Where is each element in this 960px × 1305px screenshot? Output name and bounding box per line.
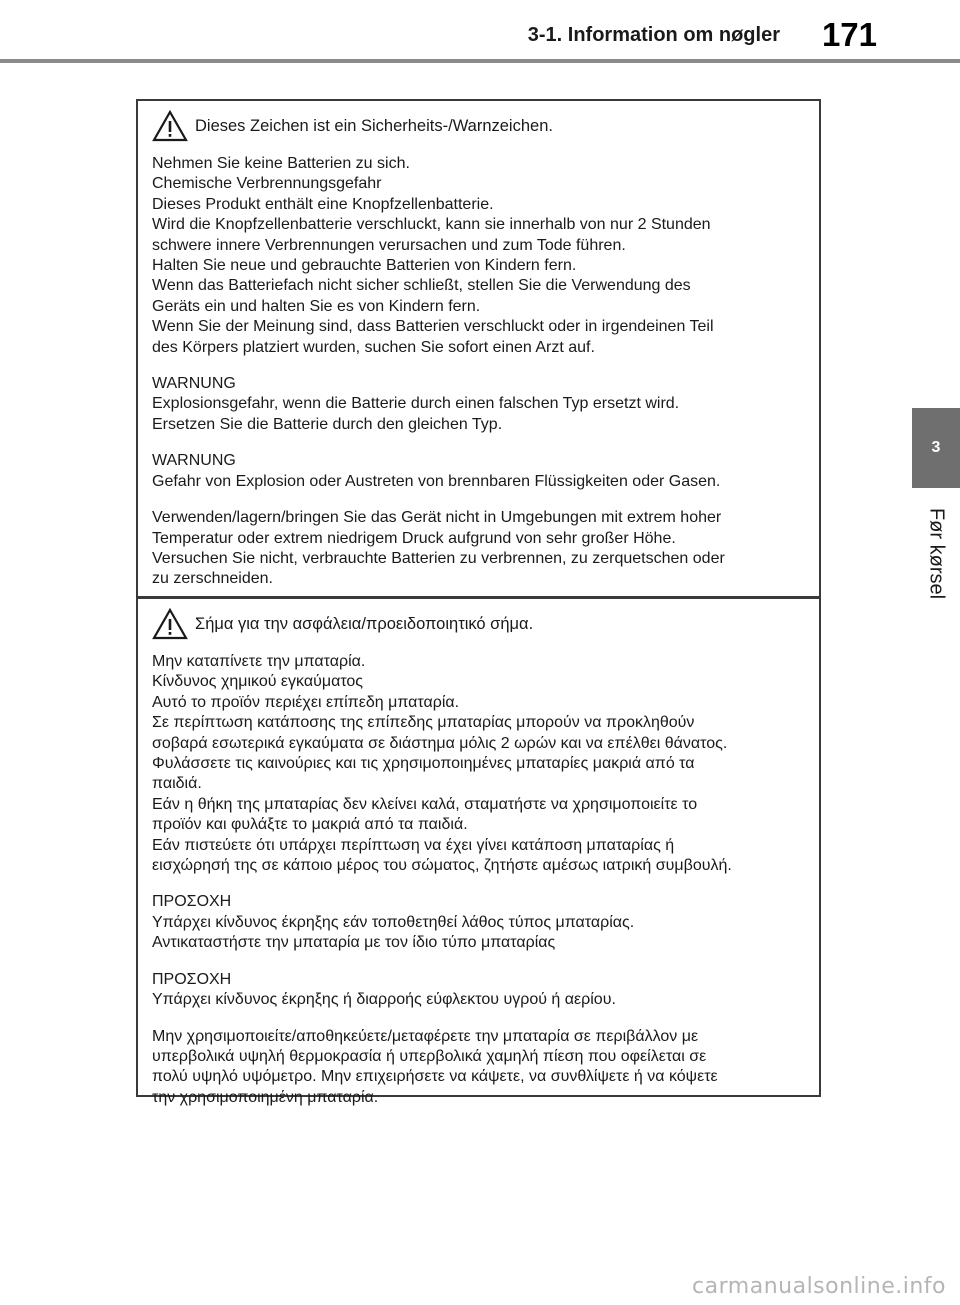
text-line: παιδιά. bbox=[152, 775, 202, 793]
paragraph-explosion-type bbox=[152, 374, 807, 435]
text-line: ΠΡΟΣΟΧΗ bbox=[152, 893, 232, 911]
text-line: ΠΡΟΣΟΧΗ bbox=[152, 970, 232, 988]
chapter-label-wrap bbox=[912, 496, 960, 616]
text-line: zu zerschneiden. bbox=[152, 570, 273, 588]
warning-box-greek bbox=[136, 597, 821, 1106]
text-line: Halten Sie neue und gebrauchte Batterien von Kindern fern. bbox=[152, 257, 577, 275]
text-line: σοβαρά εσωτερικά εγκαύματα σε διάστημα μόλις 2 ωρών και να επέλθει θάνατος. bbox=[152, 734, 728, 752]
text-line: Μην χρησιμοποιείτε/αποθηκεύετε/μεταφέρετε την μπαταρία σε περιβάλλον με bbox=[152, 1027, 699, 1045]
warning-heading bbox=[152, 608, 807, 640]
text-line: Ersetzen Sie die Batterie durch den gleichen Typ. bbox=[152, 415, 503, 433]
text-line: Geräts ein und halten Sie es von Kindern fern. bbox=[152, 297, 481, 315]
text-line: Wird die Knopfzellenbatterie verschluckt, kann sie innerhalb von nur 2 Stunden bbox=[152, 216, 711, 234]
paragraph-explosion-type bbox=[152, 892, 807, 953]
paragraph-environment bbox=[152, 1027, 807, 1109]
text-line: προϊόν και φυλάξτε το μακριά από τα παιδιά. bbox=[152, 816, 468, 834]
text-line: Dieses Produkt enthält eine Knopfzellenbatterie. bbox=[152, 195, 494, 213]
warning-heading-text: Dieses Zeichen ist ein Sicherheits-/Warnzeichen. bbox=[195, 117, 553, 135]
text-line: des Körpers platziert wurden, suchen Sie sofort einen Arzt auf. bbox=[152, 338, 595, 356]
text-line: Verwenden/lagern/bringen Sie das Gerät nicht in Umgebungen mit extrem hoher bbox=[152, 509, 722, 527]
page-number: 171 bbox=[821, 16, 877, 53]
paragraph-ingestion bbox=[152, 154, 807, 358]
text-line: WARNUNG bbox=[152, 375, 236, 393]
warning-triangle-icon bbox=[152, 608, 188, 640]
text-line: Μην καταπίνετε την μπαταρία. bbox=[152, 653, 366, 670]
page-header bbox=[0, 0, 960, 64]
text-line: πολύ υψηλό υψόμετρο. Μην επιχειρήσετε να κάψετε, να συνθλίψετε ή να κόψετε bbox=[152, 1068, 718, 1086]
text-line: Κίνδυνος χημικού εγκαύματος bbox=[152, 673, 364, 691]
text-line: Αντικαταστήστε την μπαταρία με τον ίδιο τύπο μπαταρίας bbox=[152, 934, 556, 952]
paragraph-explosion-leak bbox=[152, 451, 807, 492]
warning-heading bbox=[152, 110, 807, 142]
text-line: WARNUNG bbox=[152, 452, 236, 470]
section-title: 3-1. Information om nøgler bbox=[527, 24, 780, 46]
text-line: υπερβολικά υψηλή θερμοκρασία ή υπερβολικά χαμηλή πίεση που οφείλεται σε bbox=[152, 1047, 707, 1065]
watermark: carmanualsonline.info bbox=[692, 1274, 946, 1299]
text-line: Αυτό το προϊόν περιέχει επίπεδη μπαταρία. bbox=[152, 693, 460, 711]
text-line: Υπάρχει κίνδυνος έκρηξης ή διαρροής εύφλεκτου υγρού ή αερίου. bbox=[152, 991, 616, 1009]
paragraph-environment bbox=[152, 508, 807, 590]
paragraph-explosion-leak bbox=[152, 970, 807, 1011]
text-line: Explosionsgefahr, wenn die Batterie durch einen falschen Typ ersetzt wird. bbox=[152, 395, 680, 413]
text-line: Wenn Sie der Meinung sind, dass Batterien verschluckt oder in irgendeinen Teil bbox=[152, 318, 714, 336]
chapter-tab: 3 bbox=[912, 408, 960, 488]
text-line: Temperatur oder extrem niedrigem Druck aufgrund von sehr großer Höhe. bbox=[152, 529, 676, 547]
text-line: Gefahr von Explosion oder Austreten von brennbaren Flüssigkeiten oder Gasen. bbox=[152, 472, 721, 490]
text-line: Σε περίπτωση κατάποσης της επίπεδης μπαταρίας μπορούν να προκληθούν bbox=[152, 714, 695, 732]
paragraph-ingestion bbox=[152, 652, 807, 876]
text-line: Εάν πιστεύετε ότι υπάρχει περίπτωση να έχει γίνει κατάποση μπαταρίας ή bbox=[152, 836, 675, 854]
header-divider bbox=[0, 59, 960, 63]
warning-heading-text: Σήμα για την ασφάλεια/προειδοποιητικό σήμα. bbox=[195, 615, 534, 633]
text-line: Wenn das Batteriefach nicht sicher schließt, stellen Sie die Verwendung des bbox=[152, 277, 691, 295]
text-line: Υπάρχει κίνδυνος έκρηξης εάν τοποθετηθεί λάθος τύπος μπαταρίας. bbox=[152, 913, 635, 931]
text-line: Εάν η θήκη της μπαταρίας δεν κλείνει καλά, σταματήστε να χρησιμοποιείτε το bbox=[152, 795, 698, 813]
text-line: schwere innere Verbrennungen verursachen und zum Tode führen. bbox=[152, 236, 626, 254]
text-line: εισχώρησή της σε κάποιο μέρος του σώματος, ζητήστε αμέσως ιατρική συμβουλή. bbox=[152, 857, 732, 875]
chapter-label: Før kørsel bbox=[925, 507, 948, 600]
warning-triangle-icon bbox=[152, 110, 188, 142]
text-line: την χρησιμοποιημένη μπαταρία. bbox=[152, 1088, 379, 1106]
text-line: Φυλάσσετε τις καινούριες και τις χρησιμοποιημένες μπαταρίες μακριά από τα bbox=[152, 755, 695, 773]
text-line: Versuchen Sie nicht, verbrauchte Batterien zu verbrennen, zu zerquetschen oder bbox=[152, 549, 725, 567]
text-line: Chemische Verbrennungsgefahr bbox=[152, 175, 382, 193]
text-line: Nehmen Sie keine Batterien zu sich. bbox=[152, 155, 410, 172]
warning-box-german bbox=[136, 99, 821, 598]
